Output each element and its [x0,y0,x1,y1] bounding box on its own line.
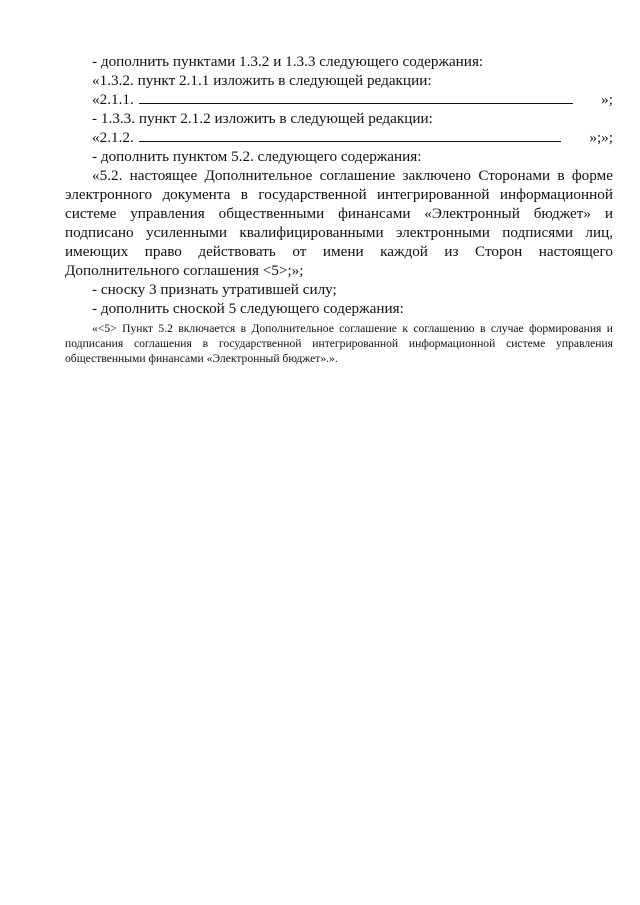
item-5-2-paragraph: «5.2. настоящее Дополнительное соглашение заключено Сторонами в форме электронного документа в государственной интегрированной информационной системе управления общественными финансами «Электронный бюджет» и подписано усиленными квалифицированными электронными подписями лиц, имеющих право действовать от имени каждой из Сторон настоящего Дополнительного соглашения <5>;»; [65,167,613,279]
footnote-5-text: «<5> Пункт 5.2 включается в Дополнительное соглашение к соглашению в случае формирования и подписания соглашения в государственной интегрированной информационной системе управления общественными финансами «Электронный бюджет».». [65,322,613,365]
item-2-1-2-close: »;»; [589,129,613,146]
instruction-add-footnote-5: - дополнить сноской 5 следующего содержания: [92,300,404,317]
item-2-1-2-line [65,128,613,147]
item-2-1-1-blank [139,90,574,104]
item-2-1-1-label: «2.1.1. [92,91,138,108]
item-1-3-2-text: «1.3.2. пункт 2.1.1 изложить в следующей редакции: [92,72,432,89]
instruction-footnote-3: - сноску 3 признать утратившей силу; [92,281,337,298]
instruction-add-items: - дополнить пунктами 1.3.2 и 1.3.3 следующего содержания: [92,53,484,70]
item-2-1-2-blank [139,128,562,142]
item-1-3-3-text: - 1.3.3. пункт 2.1.2 изложить в следующей редакции: [92,110,433,127]
document-body [65,52,613,378]
item-2-1-2-label: «2.1.2. [92,129,138,146]
instruction-add-item-5-2: - дополнить пунктом 5.2. следующего содержания: [92,148,422,165]
item-2-1-1-close: »; [601,91,613,108]
item-2-1-1-line [65,90,613,109]
